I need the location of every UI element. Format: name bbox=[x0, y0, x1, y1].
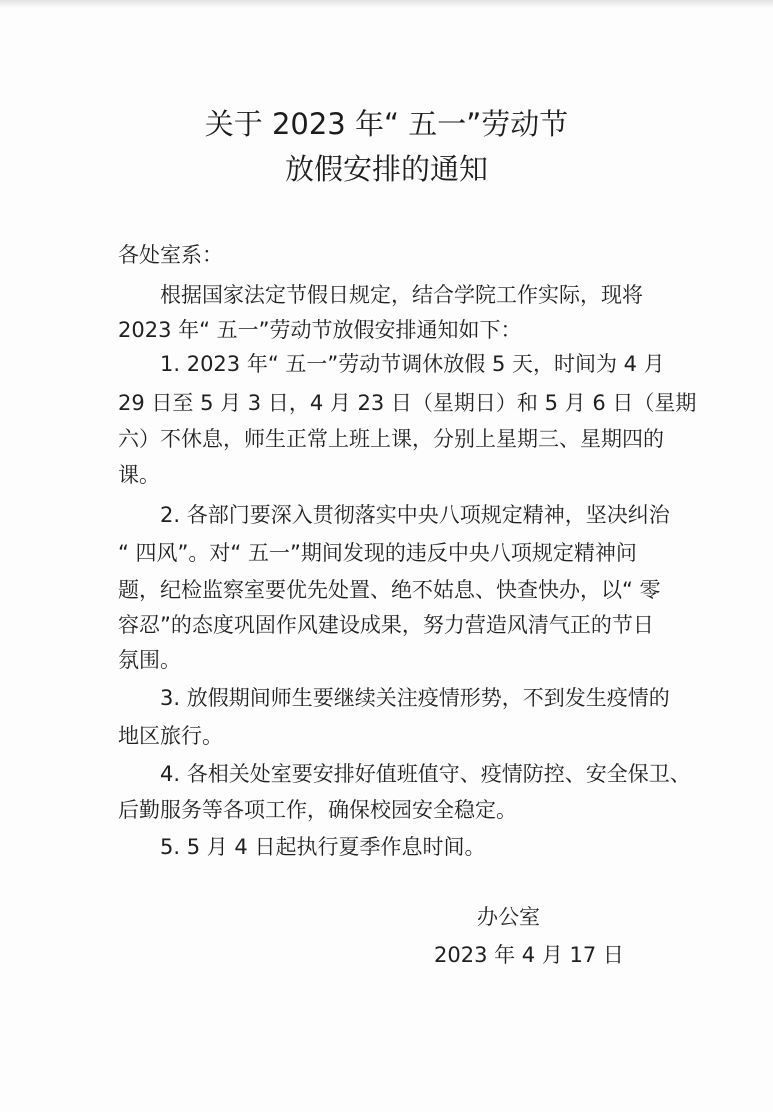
item-2-line-2: “ 四风”。对“ 五一”期间发现的违反中央八项规定精神问 bbox=[118, 541, 637, 565]
item-1-line-4: 课。 bbox=[118, 463, 160, 487]
signature-office: 办公室 bbox=[477, 905, 540, 929]
document-title-line-2: 放假安排的通知 bbox=[284, 152, 488, 186]
item-2-line-4: 容忍”的态度巩固作风建设成果，努力营造风清气正的节日 bbox=[118, 613, 654, 637]
document-title-line-1: 关于 2023 年“ 五一”劳动节 bbox=[204, 107, 569, 141]
item-2-line-1: 2. 各部门要深入贯彻落实中央八项规定精神，坚决纠治 bbox=[160, 503, 670, 527]
item-1-line-2: 29 日至 5 月 3 日，4 月 23 日（星期日）和 5 月 6 日（星期 bbox=[118, 391, 697, 415]
item-3-line-1: 3. 放假期间师生要继续关注疫情形势，不到发生疫情的 bbox=[160, 686, 670, 710]
salutation: 各处室系： bbox=[118, 243, 223, 267]
item-4-line-1: 4. 各相关处室要安排好值班值守、疫情防控、安全保卫、 bbox=[160, 762, 691, 786]
page-top-shadow bbox=[0, 0, 773, 8]
item-4-line-2: 后勤服务等各项工作，确保校园安全稳定。 bbox=[118, 798, 517, 822]
item-1-line-1: 1. 2023 年“ 五一”劳动节调休放假 5 天，时间为 4 月 bbox=[160, 352, 665, 376]
item-1-line-3: 六）不休息，师生正常上班上课，分别上星期三、星期四的 bbox=[118, 427, 664, 451]
signature-date: 2023 年 4 月 17 日 bbox=[434, 943, 624, 967]
item-2-line-3: 题，纪检监察室要优先处置、绝不姑息、快查快办，以“ 零 bbox=[118, 578, 661, 602]
intro-line-2: 2023 年“ 五一”劳动节放假安排通知如下： bbox=[118, 318, 522, 342]
item-5-line-1: 5. 5 月 4 日起执行夏季作息时间。 bbox=[160, 835, 486, 859]
item-3-line-2: 地区旅行。 bbox=[118, 724, 223, 748]
intro-line-1: 根据国家法定节假日规定，结合学院工作实际，现将 bbox=[160, 283, 643, 307]
item-2-line-5: 氛围。 bbox=[118, 648, 181, 672]
